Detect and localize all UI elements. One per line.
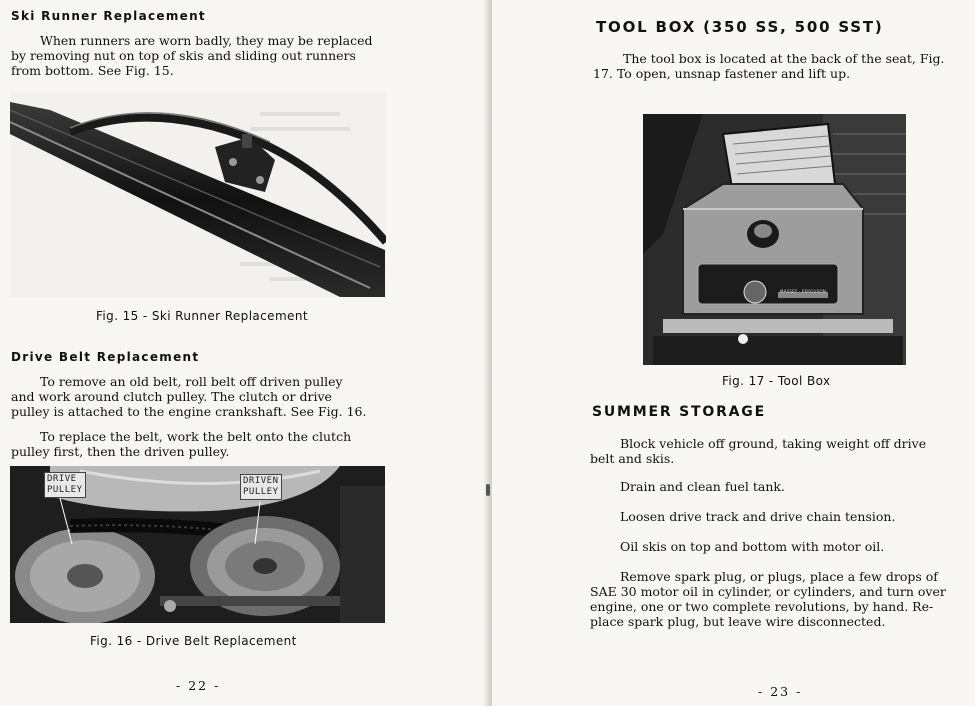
fig15-ski-runner-photo <box>10 92 386 297</box>
storage-p5-line-4: place spark plug, but leave wire disconnected. <box>590 614 886 629</box>
driven-pulley-label <box>240 474 282 500</box>
drive-pulley-label-line-2: PULLEY <box>47 485 83 495</box>
storage-paragraph-4: Oil skis on top and bottom with motor oil. <box>620 539 885 554</box>
tool-box-line-2: 17. To open, unsnap fastener and lift up. <box>593 66 851 81</box>
storage-p5-line-1: Remove spark plug, or plugs, place a few drops of <box>620 569 938 584</box>
tool-box-line-1: The tool box is located at the back of the seat, Fig. <box>623 51 945 66</box>
page-number-22: - 22 - <box>176 678 221 693</box>
drive-belt-p2-line-1: To replace the belt, work the belt onto the clutch <box>40 429 352 444</box>
tool-box-paragraph <box>593 51 969 81</box>
ski-runner-heading: Ski Runner Replacement <box>11 9 206 23</box>
storage-paragraph-3: Loosen drive track and drive chain tension. <box>620 509 896 524</box>
storage-p1-line-1: Block vehicle off ground, taking weight off drive <box>620 436 927 451</box>
drive-belt-p2-line-2: pulley first, then the driven pulley. <box>11 444 230 459</box>
drive-pulley-label <box>44 472 86 498</box>
fig16-caption: Fig. 16 - Drive Belt Replacement <box>90 634 297 648</box>
storage-paragraph-1 <box>590 436 962 466</box>
storage-p1-line-2: belt and skis. <box>590 451 675 466</box>
driven-pulley-label-line-2: PULLEY <box>243 487 279 497</box>
drive-belt-p1-line-1: To remove an old belt, roll belt off driven pulley <box>40 374 343 389</box>
storage-p5-line-3: engine, one or two complete revolutions, by hand. Re- <box>590 599 934 614</box>
drive-belt-p1-line-3: pulley is attached to the engine crankshaft. See Fig. 16. <box>11 404 367 419</box>
massey-ferguson-badge: MASSEY - FERGUSON <box>780 289 826 294</box>
drive-pulley-label-line-1: DRIVE <box>47 474 77 484</box>
driven-pulley-label-line-1: DRIVEN <box>243 476 279 486</box>
ski-runner-paragraph <box>11 33 391 78</box>
page-23 <box>492 0 975 706</box>
drive-belt-p1-line-2: and work around clutch pulley. The clutch or drive <box>11 389 332 404</box>
gutter-mark <box>486 484 490 496</box>
fig15-caption: Fig. 15 - Ski Runner Replacement <box>96 309 308 323</box>
ski-runner-line-1: When runners are worn badly, they may be replaced <box>40 33 373 48</box>
tool-box-heading: TOOL BOX (350 SS, 500 SST) <box>596 18 884 36</box>
storage-paragraph-5 <box>590 569 966 629</box>
fig17-caption: Fig. 17 - Tool Box <box>722 374 831 388</box>
drive-belt-paragraph-2 <box>11 429 387 459</box>
drive-belt-heading: Drive Belt Replacement <box>11 350 200 364</box>
fig17-tool-box-photo <box>643 114 906 365</box>
ski-runner-line-3: from bottom. See Fig. 15. <box>11 63 174 78</box>
page-number-23: - 23 - <box>758 684 803 699</box>
drive-belt-paragraph-1 <box>11 374 387 419</box>
summer-storage-heading: SUMMER STORAGE <box>592 404 766 420</box>
storage-paragraph-2: Drain and clean fuel tank. <box>620 479 785 494</box>
ski-runner-line-2: by removing nut on top of skis and sliding out runners <box>11 48 356 63</box>
storage-p5-line-2: SAE 30 motor oil in cylinder, or cylinders, and turn over <box>590 584 946 599</box>
